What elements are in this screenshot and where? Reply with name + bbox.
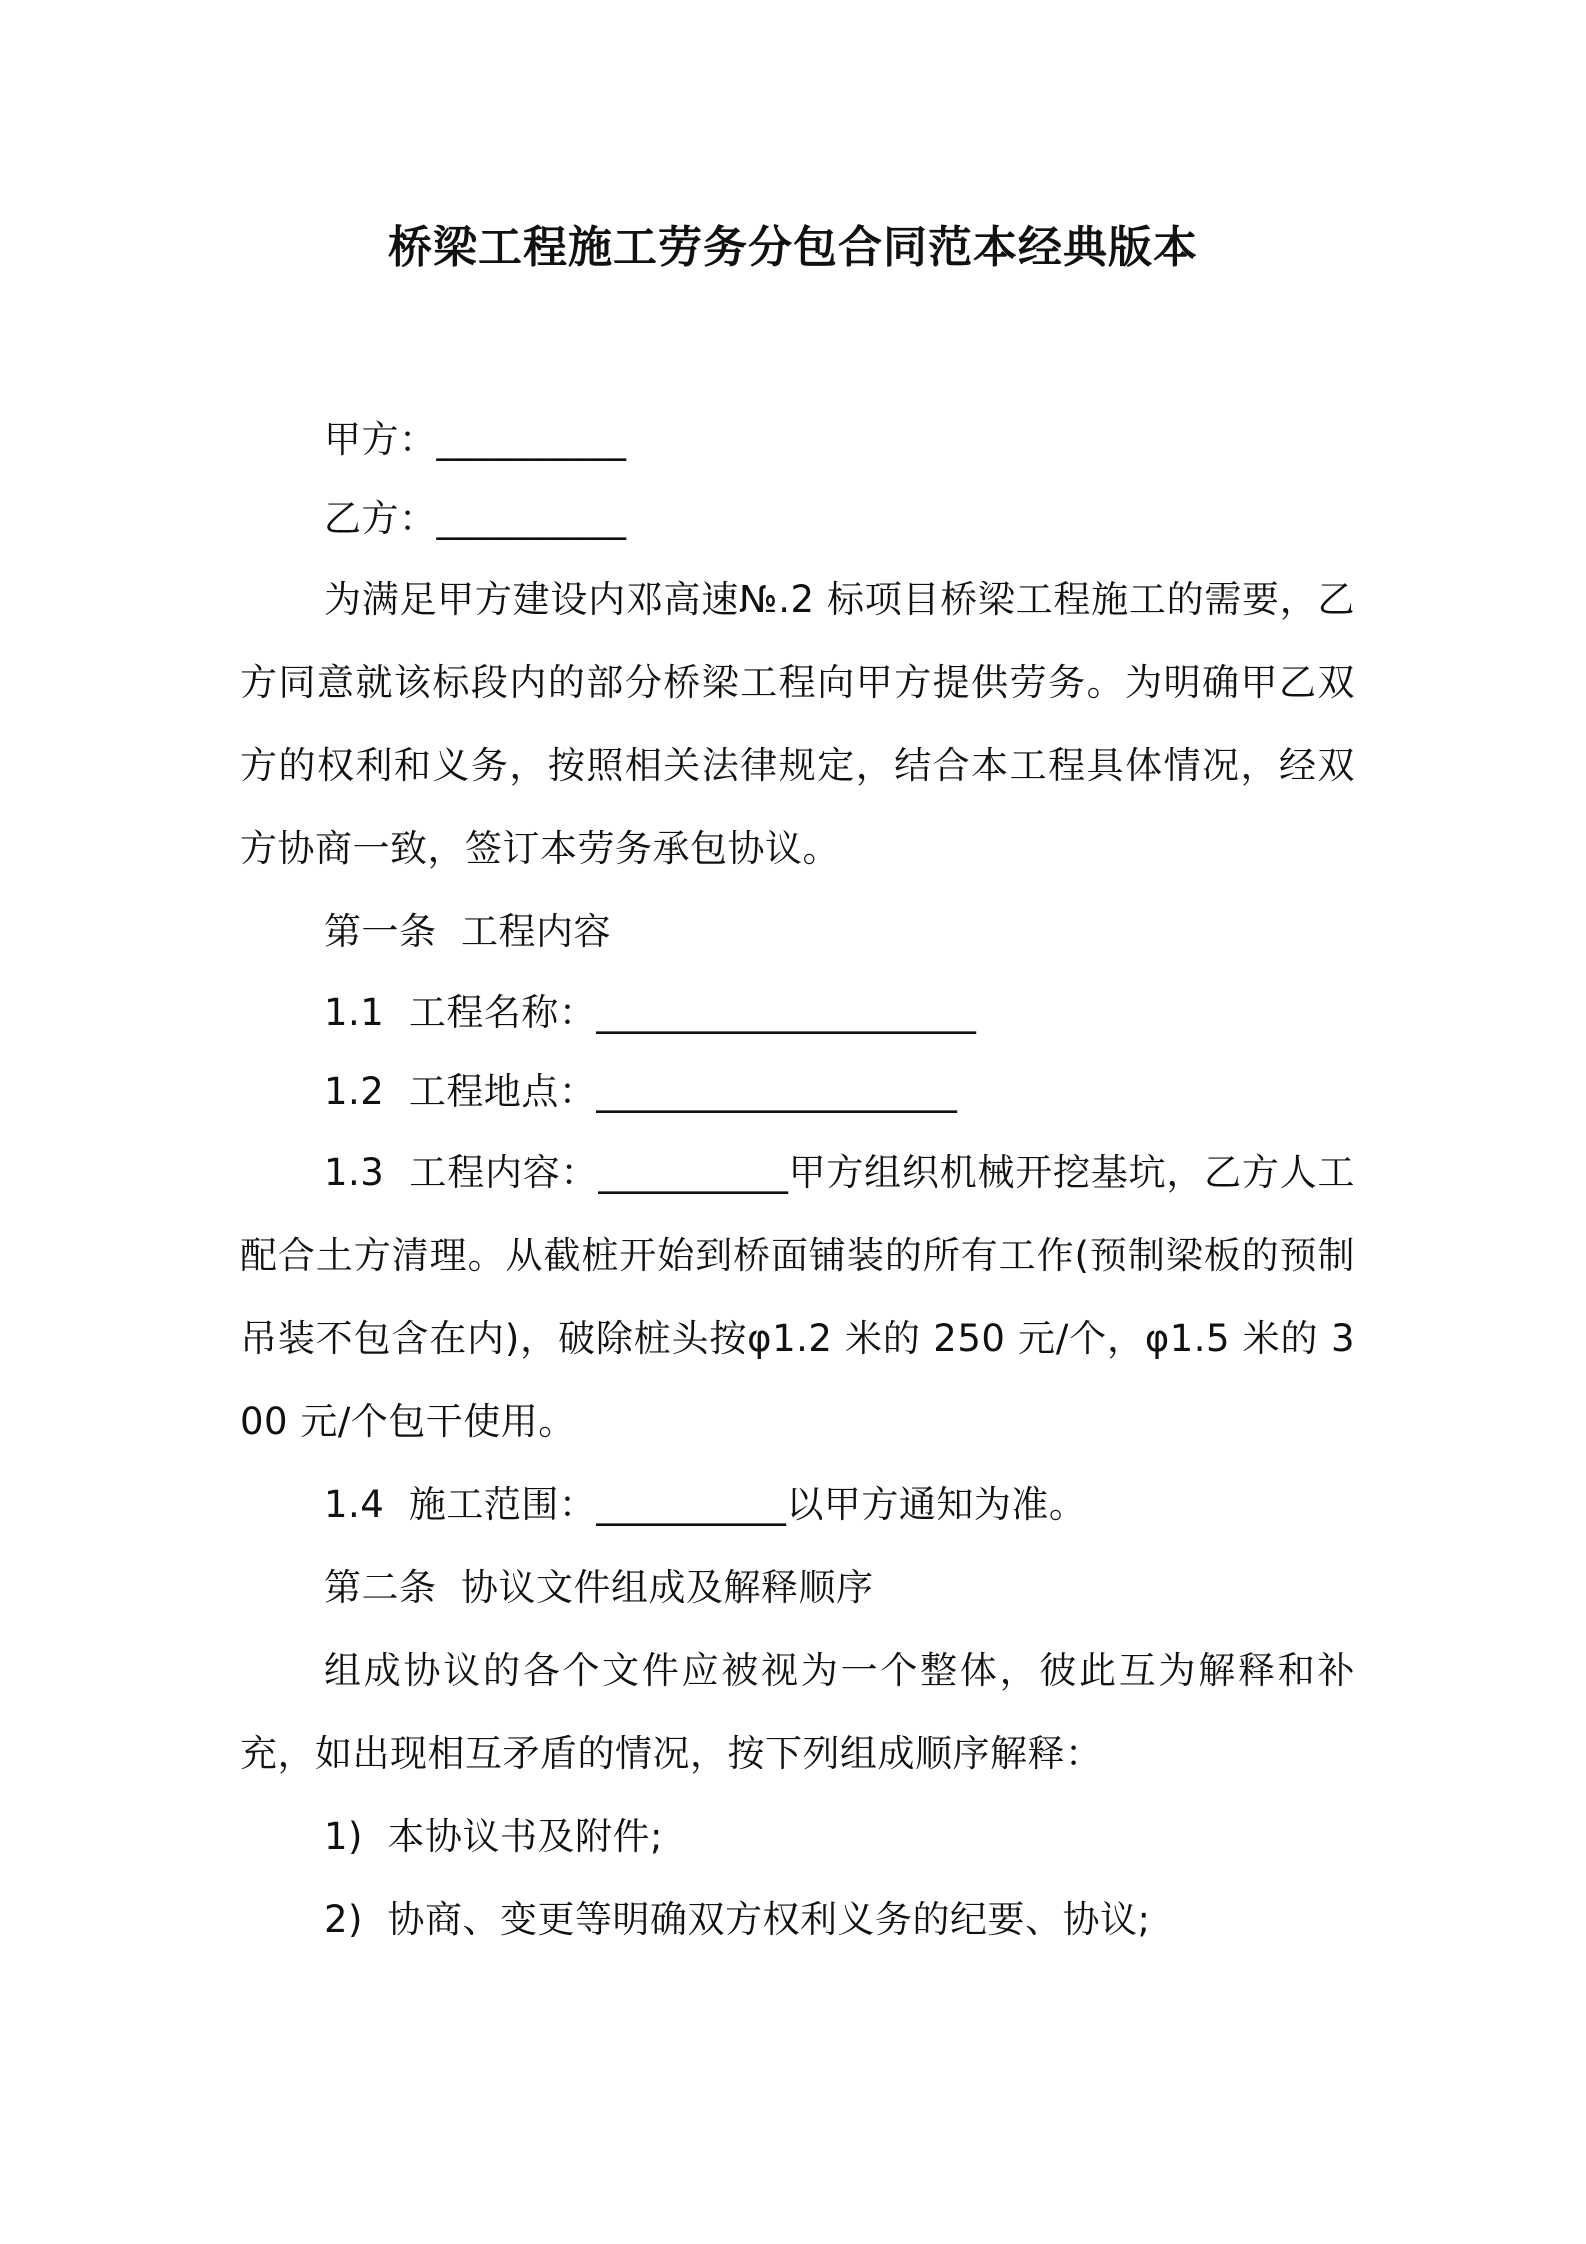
- clause-1-4: 1.4 施工范围：__________以甲方通知为准。: [324, 1483, 1087, 1526]
- article-2-paragraph: 组成协议的各个文件应被视为一个整体，彼此互为解释和补充，如出现相互矛盾的情况，按下列组成顺序解释：: [240, 1649, 1355, 1775]
- document-body: [240, 400, 1355, 1961]
- list-item-2: 2) 协商、变更等明确双方权利义务的纪要、协议;: [324, 1898, 1151, 1941]
- preamble-paragraph: 为满足甲方建设内邓高速№.2 标项目桥梁工程施工的需要，乙方同意就该标段内的部分桥梁工程向甲方提供劳务。为明确甲乙双方的权利和义务，按照相关法律规定，结合本工程具体情况，经双方协商一致，签订本劳务承包协议。: [240, 578, 1355, 870]
- document-title: 桥梁工程施工劳务分包合同范本经典版本: [388, 222, 1198, 273]
- list-item-1: 1) 本协议书及附件;: [324, 1815, 663, 1858]
- party-b-line: 乙方：__________: [324, 497, 627, 540]
- clause-1-1: 1.1 工程名称：____________________: [324, 991, 977, 1034]
- party-a-line: 甲方：__________: [324, 418, 627, 461]
- article-1-heading: 第一条 工程内容: [324, 910, 612, 953]
- clause-1-2: 1.2 工程地点：___________________: [324, 1070, 958, 1113]
- clause-1-3: 1.3 工程内容：__________甲方组织机械开挖基坑，乙方人工配合土方清理。从截桩开始到桥面铺装的所有工作(预制梁板的预制吊装不包含在内)，破除桩头按φ1.2 米的 250 元/个，φ1.5 米的 300 元/个包干使用。: [240, 1151, 1355, 1443]
- article-2-heading: 第二条 协议文件组成及解释顺序: [324, 1566, 874, 1609]
